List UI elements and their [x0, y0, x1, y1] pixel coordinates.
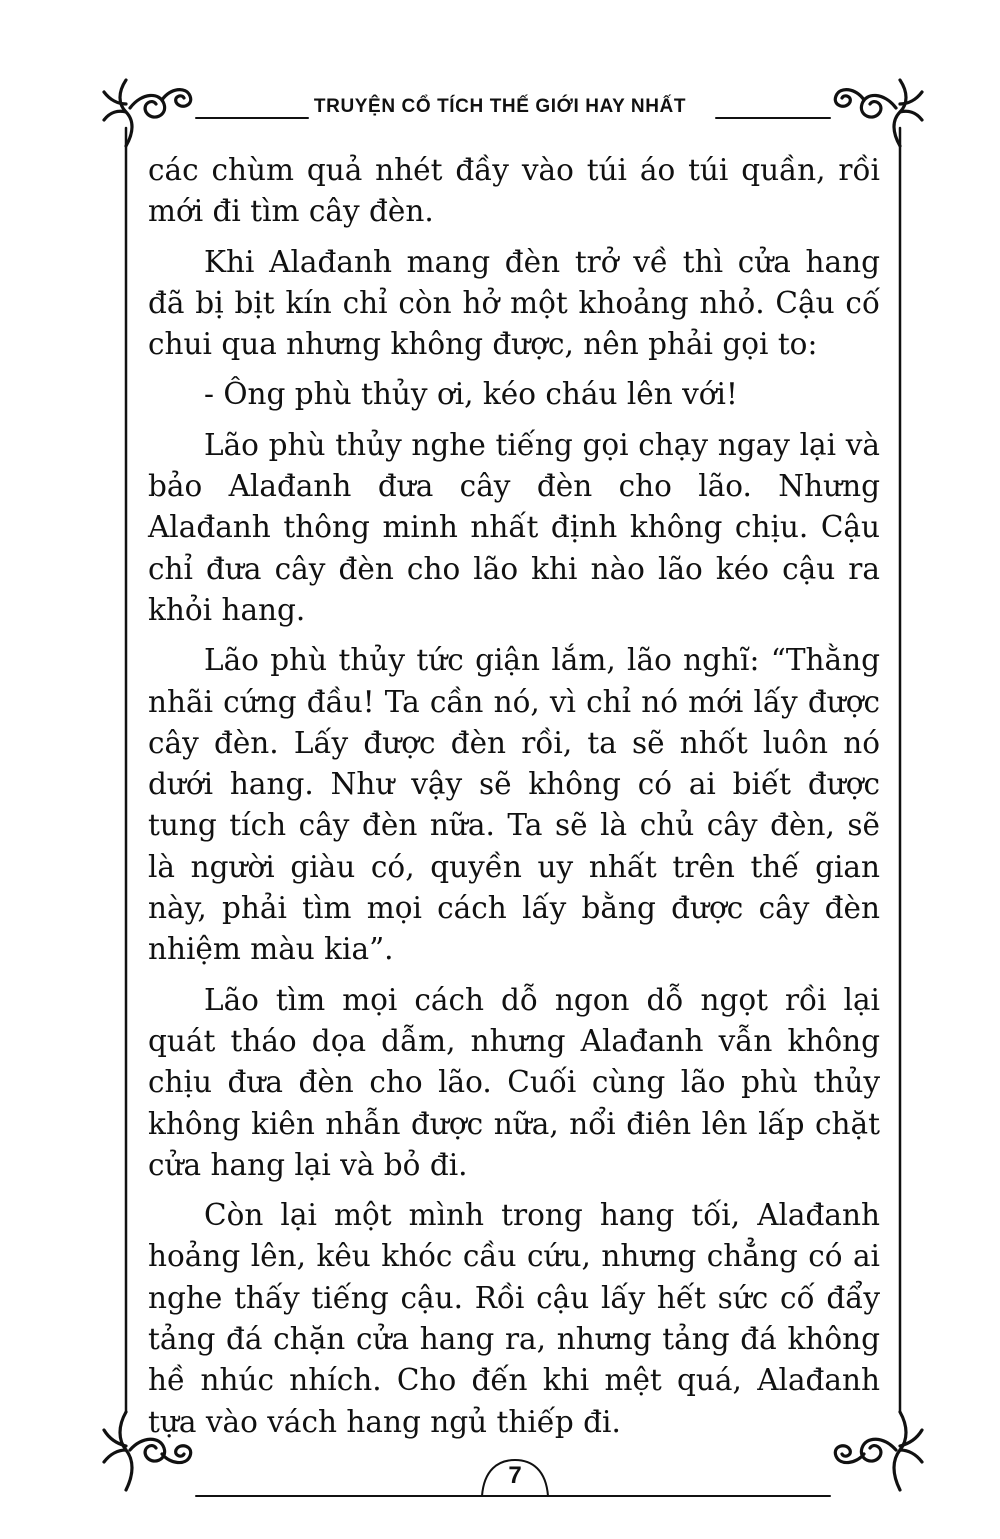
running-header [0, 96, 1000, 118]
paragraph-5: Lão phù thủy tức giận lắm, lão nghĩ: “Thằng nhãi cứng đầu! Ta cần nó, vì chỉ nó mới lấy được cây đèn. Lấy được đèn rồi, ta sẽ nhốt luôn nó dưới hang. Như vậy sẽ không có ai biết được tung tích cây đèn nữa. Ta sẽ là chủ cây đèn, sẽ là người giàu có, quyền uy nhất trên thế gian này, phải tìm mọi cách lấy bằng được cây đèn nhiệm màu kia”. [148, 643, 880, 967]
paragraph-7: Còn lại một mình trong hang tối, Alađanh hoảng lên, kêu khóc cầu cứu, nhưng chẳng có ai nghe thấy tiếng cậu. Rồi cậu lấy hết sức cố đẩy tảng đá chặn cửa hang ra, nhưng tảng đá không hề nhúc nhích. Cho đến khi mệt quá, Alađanh tựa vào vách hang ngủ thiếp đi. [148, 1198, 880, 1439]
story-text [148, 150, 880, 1452]
paragraph-6: Lão tìm mọi cách dỗ ngon dỗ ngọt rồi lại quát tháo dọa dẫm, nhưng Alađanh vẫn không chịu đưa đèn cho lão. Cuối cùng lão phù thủy không kiên nhẫn được nữa, nổi điên lên lấp chặt cửa hang lại và bỏ đi. [148, 982, 880, 1182]
running-header-title: TRUYỆN CỔ TÍCH THẾ GIỚI HAY NHẤT [308, 96, 692, 117]
paragraph-1: các chùm quả nhét đầy vào túi áo túi quần, rồi mới đi tìm cây đèn. [148, 153, 880, 229]
paragraph-4: Lão phù thủy nghe tiếng gọi chạy ngay lại và bảo Alađanh đưa cây đèn cho lão. Nhưng Alađanh thông minh nhất định không chịu. Cậu chỉ đưa cây đèn cho lão khi nào lão kéo cậu ra khỏi hang. [148, 427, 880, 627]
page-number: 7 [508, 1462, 522, 1489]
paragraph-2: Khi Alađanh mang đèn trở về thì cửa hang đã bị bịt kín chỉ còn hở một khoảng nhỏ. Cậu cố chui qua nhưng không được, nên phải gọi to: [148, 244, 880, 362]
paragraph-3: - Ông phù thủy ơi, kéo cháu lên với! [204, 377, 738, 412]
